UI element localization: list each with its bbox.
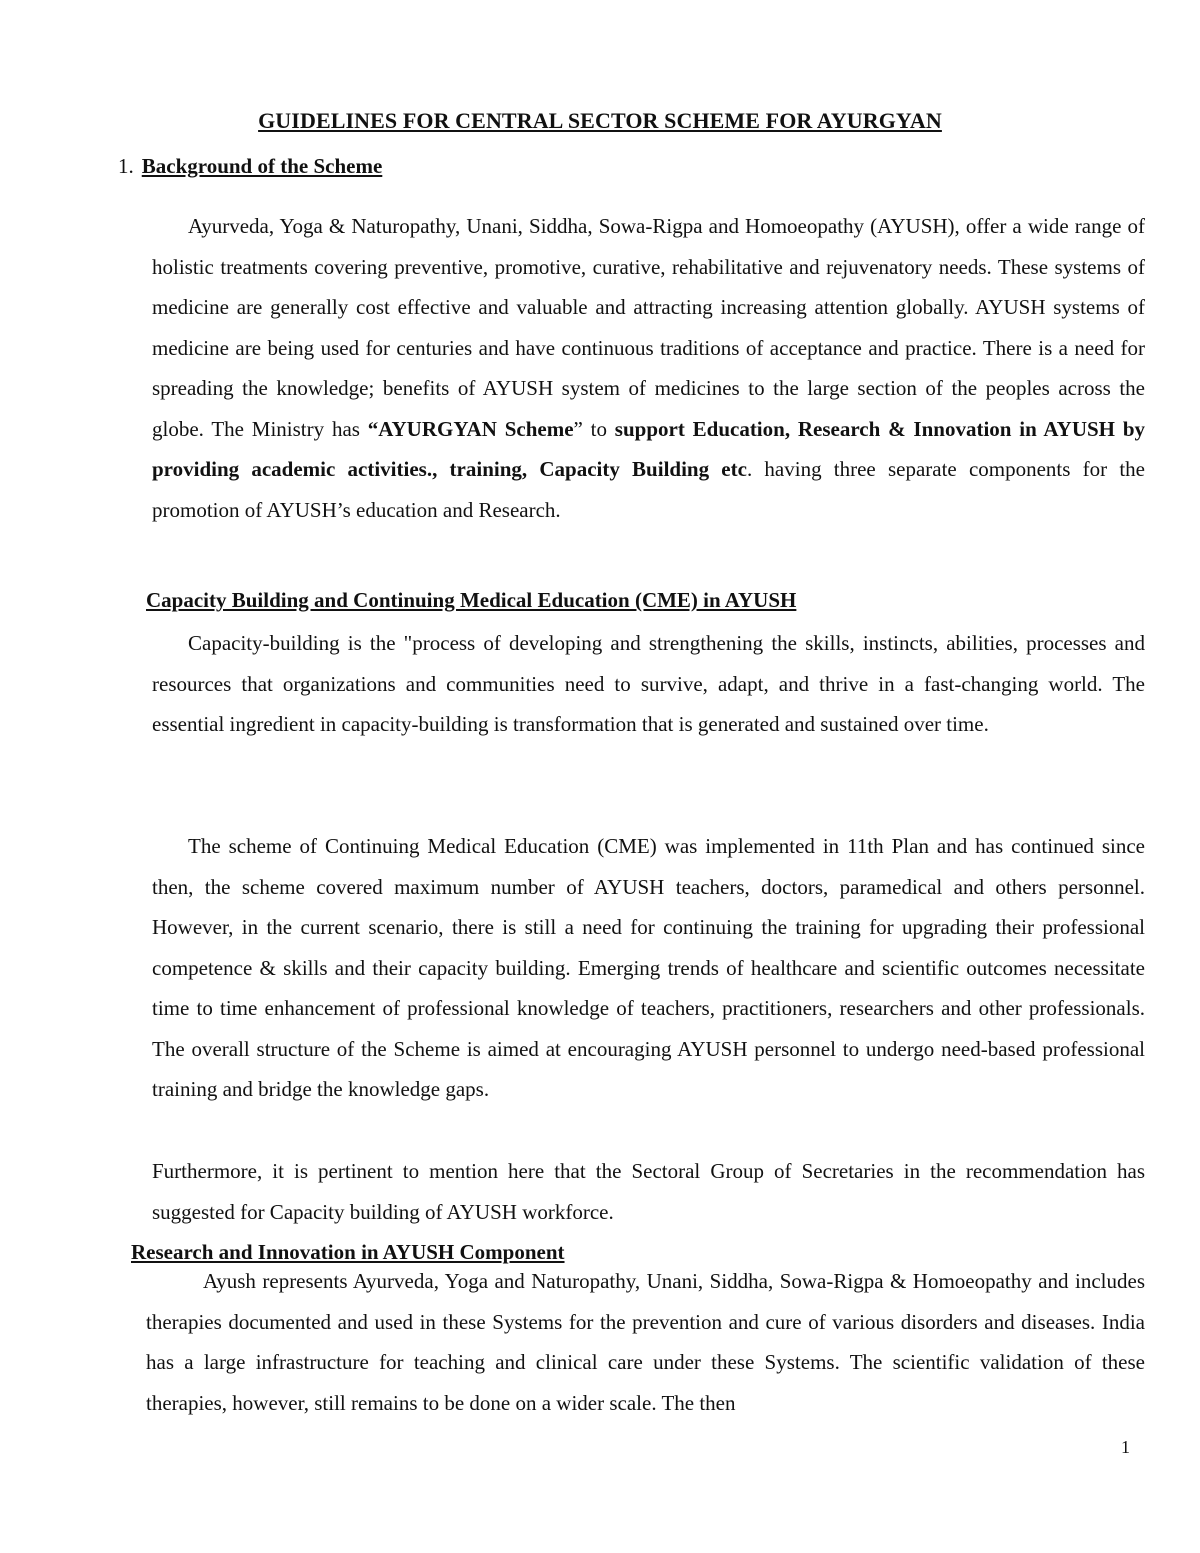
research-text: Ayush represents Ayurveda, Yoga and Naturopathy, Unani, Siddha, Sowa-Rigpa & Homoeopathy and includes therapies documented and used in these Systems for the prevention and cure of various disorders and diseases. India has a large infrastructure for teaching and clinical care under these Systems. The scientific validation of these therapies, however, still remains to be done on a wider scale. The then [146,1269,1145,1415]
capacity-paragraph-1 [152,623,1145,745]
section-heading-text: Background of the Scheme [141,154,383,178]
background-text-e: . having three separate components for the promotion of AYUSH’s education and Research. [152,457,1145,522]
background-text-a: Ayurveda, Yoga & Naturopathy, Unani, Siddha, Sowa-Rigpa and Homoeopathy (AYUSH), offer a wide range of holistic treatments covering preventive, promotive, curative, rehabilitative and rejuvenatory needs. These systems of medicine are generally cost effective and valuable and attracting increasing attention globally. AYUSH systems of medicine are being used for centuries and have continuous traditions of acceptance and practice. There is a need for spreading the knowledge; benefits of AYUSH system of medicines to the large section of the peoples across the globe. The Ministry has [152,214,1145,441]
background-text-d: support Education, Research & Innovation in AYUSH by providing academic activities., training, Capacity Building etc [152,416,1145,481]
furthermore-text: Furthermore, it is pertinent to mention here that the Sectoral Group of Secretaries in the recommendation has suggested for Capacity building of AYUSH workforce. [152,1159,1145,1224]
cme-paragraph [152,826,1145,1110]
cme-text: The scheme of Continuing Medical Education (CME) was implemented in 11th Plan and has continued since then, the scheme covered maximum number of AYUSH teachers, doctors, paramedical and others personnel. However, in the current scenario, there is still a need for continuing the training for upgrading their professional competence & skills and their capacity building. Emerging trends of healthcare and scientific outcomes necessitate time to time enhancement of professional knowledge of teachers, practitioners, researchers and other professionals. The overall structure of the Scheme is aimed at encouraging AYUSH personnel to undergo need-based professional training and bridge the knowledge gaps. [152,834,1145,1101]
research-paragraph [146,1261,1145,1423]
section-number: 1. [118,154,134,178]
background-text-b: “AYURGYAN Scheme [367,416,574,441]
background-text-c: ” to [573,416,615,441]
section-heading-background [118,154,382,179]
research-innovation-heading: Research and Innovation in AYUSH Component [131,1240,565,1264]
furthermore-paragraph [152,1151,1145,1232]
background-paragraph [152,206,1145,530]
capacity-building-heading: Capacity Building and Continuing Medical Education (CME) in AYUSH [146,588,797,612]
page-number: 1 [1121,1437,1130,1457]
document-title: GUIDELINES FOR CENTRAL SECTOR SCHEME FOR AYURGYAN [258,108,942,133]
capacity-text-1: Capacity-building is the "process of developing and strengthening the skills, instincts, abilities, processes and resources that organizations and communities need to survive, adapt, and thrive in a fast-changing world. The essential ingredient in capacity-building is transformation that is generated and sustained over time. [152,631,1145,736]
